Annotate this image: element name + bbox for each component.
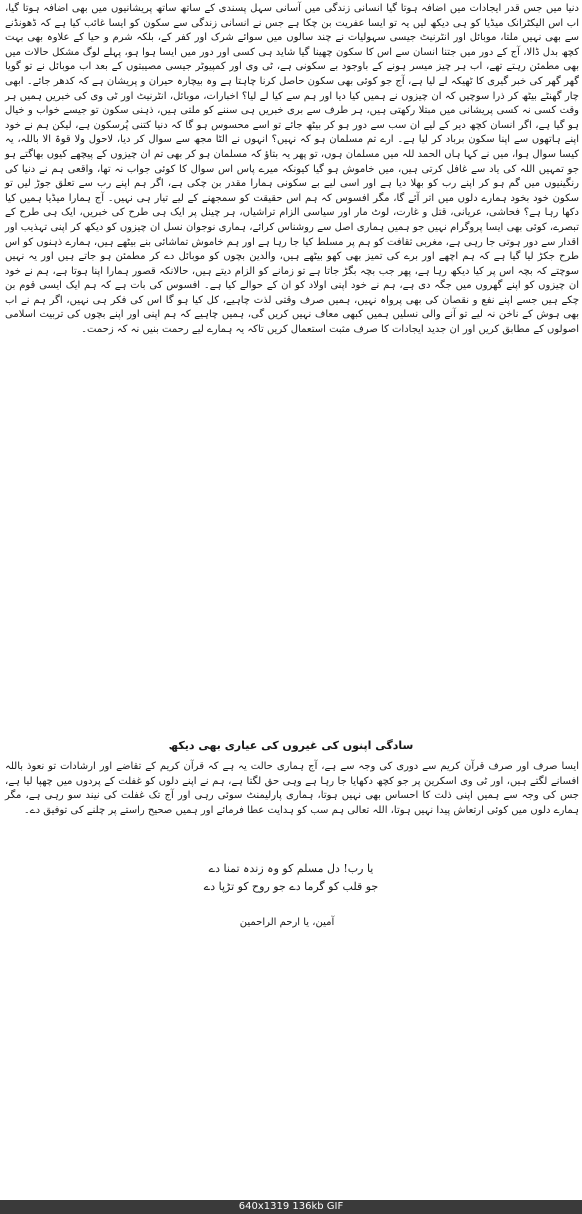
paragraph-3: ارے تم مسلمان ہو کہ نہیں؟ انہوں نے الٹا مجھ سے سوال کر دیا، لاحول ولا قوۃ الا باللہ، یہ کیسا سوال ہوا، میں نے کہا ہاں الحمد للہ میں مسلمان ہوں، تو پھر یہ بتاؤ کہ مسلمان ہو کر بھی تم ان چیزوں کے پیچھے کیوں بھاگتے ہو جو تمہیں اللہ کی یاد سے غافل کرتی ہیں، میں خاموش ہو گیا کیونکہ میرے پاس اس سوال کا کوئی جواب نہ تھا، واقعی ہم نے دنیا کی رنگینیوں میں گم ہو کر اپنے رب کو بھلا دیا ہے اور اسی لیے بے سکونی ہمارا مقدر بن چکی ہے، اگر ہم اپنے رب سے تعلق جوڑ لیں تو سکون خود بخود ہمارے دلوں میں اتر آئے گا، مگر افسوس کہ ہم اس حقیقت کو سمجھنے کے لیے تیار ہی نہیں۔ (5, 134, 579, 204)
closing-prayer: آمین، یا ارحم الراحمین (239, 917, 335, 928)
image-info-bar: 640x1319 136kb GIF (0, 1200, 582, 1214)
section-heading: سادگی اپنوں کی غیروں کی عیاری بھی دیکھ (168, 739, 414, 752)
paragraph-1: دنیا میں جس قدر ایجادات میں اضافہ ہوتا گیا انسانی زندگی میں آسانی سہل پسندی کے ساتھ ساتھ پریشانیوں میں بھی اضافہ ہوتا گیا، اب اس الیکٹرانک میڈیا کو ہی دیکھ لیں یہ تو ایسا عفریت بن چکا ہے جس نے انسانی زندگی سے سکون کو ایسا غائب کیا ہے کہ ڈھونڈنے سے بھی نہیں ملتا، موبائل اور انٹرنیٹ جیسی سہولیات نے چند سالوں میں سوائے شرک اور کفر کے، بلکہ شرم و حیا کے علاوہ بھی بہت کچھ بدل ڈالا، آج کے دور میں جتنا انسان سے اس کا سکون چھینا گیا شاید ہی کسی اور دور میں ایسا ہوا ہو، پہلے لوگ مشکل حالات میں بھی مطمئن رہتے تھے، اب ہر چیز میسر ہونے کے باوجود بے سکونی ہے، ٹی وی اور کمپیوٹر جیسی مصیبتوں کے بعد اب موبائل نے تو گویا گھر گھر کی خبر گیری کا ٹھیکہ لے لیا ہے، آج جو کوئی بھی سکون حاصل کرنا چاہتا ہے وہ بیچارہ حیران و پریشان ہے کہ کدھر جائے۔ (5, 3, 579, 87)
paragraph-2: ابھی چار گھنٹے بیٹھ کر ذرا سوچیں کہ ان چیزوں نے ہمیں کیا دیا اور ہم سے کیا لے لیا؟ اخبارات، موبائل، انٹرنیٹ اور ٹی وی کی خبریں ہمیں ہر وقت کسی نہ کسی پریشانی میں مبتلا رکھتی ہیں، ہر طرف سے بری خبریں ہی سننے کو ملتی ہیں، ذہنی سکون تو جیسے خواب و خیال ہو گیا ہے، اگر انسان کچھ دیر کے لیے ان سب سے دور ہو کر بیٹھ جائے تو اسے محسوس ہو گا کہ دنیا کتنی پُرسکون ہے، لیکن ہم نے خود اپنے ہاتھوں سے اپنا سکون برباد کر لیا ہے۔ (5, 75, 579, 146)
paragraph-4: آج ہمارا میڈیا ہمیں کیا دکھا رہا ہے؟ فحاشی، عریانی، قتل و غارت، لوٹ مار اور سیاسی الزام تراشیاں، ہر چینل پر ایک ہی طرح کی خبریں، ایک ہی طرح کے تبصرے، کوئی بھی ایسا پروگرام نہیں جو ہمیں ہماری اصل سے روشناس کرائے، ہماری نوجوان نسل ان چیزوں کو دیکھ کر اپنی تہذیب اور اقدار سے دور ہوتی جا رہی ہے، مغربی ثقافت کو ہم پر مسلط کیا جا رہا ہے اور ہم خاموش تماشائی بنے بیٹھے ہیں، ہمارے ذہنوں کو اس طرح جکڑ لیا گیا ہے کہ ہم اچھے اور برے کی تمیز بھی کھو بیٹھے ہیں، والدین بچوں کو موبائل دے کر مطمئن ہو جاتے ہیں اور یہ نہیں سوچتے کہ بچہ اس پر کیا دیکھ رہا ہے، پھر جب بچہ بگڑ جاتا ہے تو زمانے کو الزام دیتے ہیں، حالانکہ قصور ہمارا اپنا ہوتا ہے، ہم نے خود ان چیزوں کو اپنے گھروں میں جگہ دی ہے، ہم نے خود اپنی اولاد کو ان کے حوالے کیا ہے۔ (5, 192, 579, 292)
paragraph-5: افسوس کی بات ہے کہ ہم ایک ایسی قوم بن چکے ہیں جسے اپنے نفع و نقصان کی بھی پرواہ نہیں، ہمیں صرف وقتی لذت چاہیے، کل کیا ہو گا اس کی فکر ہی نہیں، اگر ہم نے اب بھی ہوش کے ناخن نہ لیے تو آنے والی نسلیں ہمیں کبھی معاف نہیں کریں گی، ہمیں چاہیے کہ ہم اپنی اور اپنے بچوں کی تربیت اسلامی اصولوں کے مطابق کریں اور ان جدید ایجادات کا صرف مثبت استعمال کریں تاکہ یہ ہمارے لیے رحمت بنیں نہ کہ زحمت۔ (5, 280, 579, 336)
verse-line-1: یا رب! دل مسلم کو وہ زندہ تمنا دے (208, 862, 374, 875)
article-body (0, 2, 582, 338)
paragraph-6: ایسا صرف اور صرف قرآن کریم سے دوری کی وجہ سے ہے، آج ہماری حالت یہ ہے کہ قرآن کریم کے تقاضے اور ارشادات تو نعوذ باللہ افسانے لگتے ہیں، اور ٹی وی اسکرین پر جو کچھ دکھایا جا رہا ہے وہی حق لگتا ہے، ہم نے اپنے دلوں کو غفلت کے پردوں میں چھپا لیا ہے، جس کی وجہ سے ہمیں اپنی ذلت کا احساس بھی نہیں ہوتا، ہماری پارلیمنٹ سوئی رہی اور آج تک غفلت کی نیند سو رہی ہے، مگر ہمارے دلوں میں کوئی ارتعاش پیدا نہیں ہوتا، اللہ تعالی ہم سب کو ہدایت عطا فرمائے اور ہمیں صحیح راستے پر چلنے کی توفیق دے۔ (5, 761, 579, 816)
verse-line-2: جو قلب کو گرما دے جو روح کو تڑپا دے (203, 880, 379, 893)
